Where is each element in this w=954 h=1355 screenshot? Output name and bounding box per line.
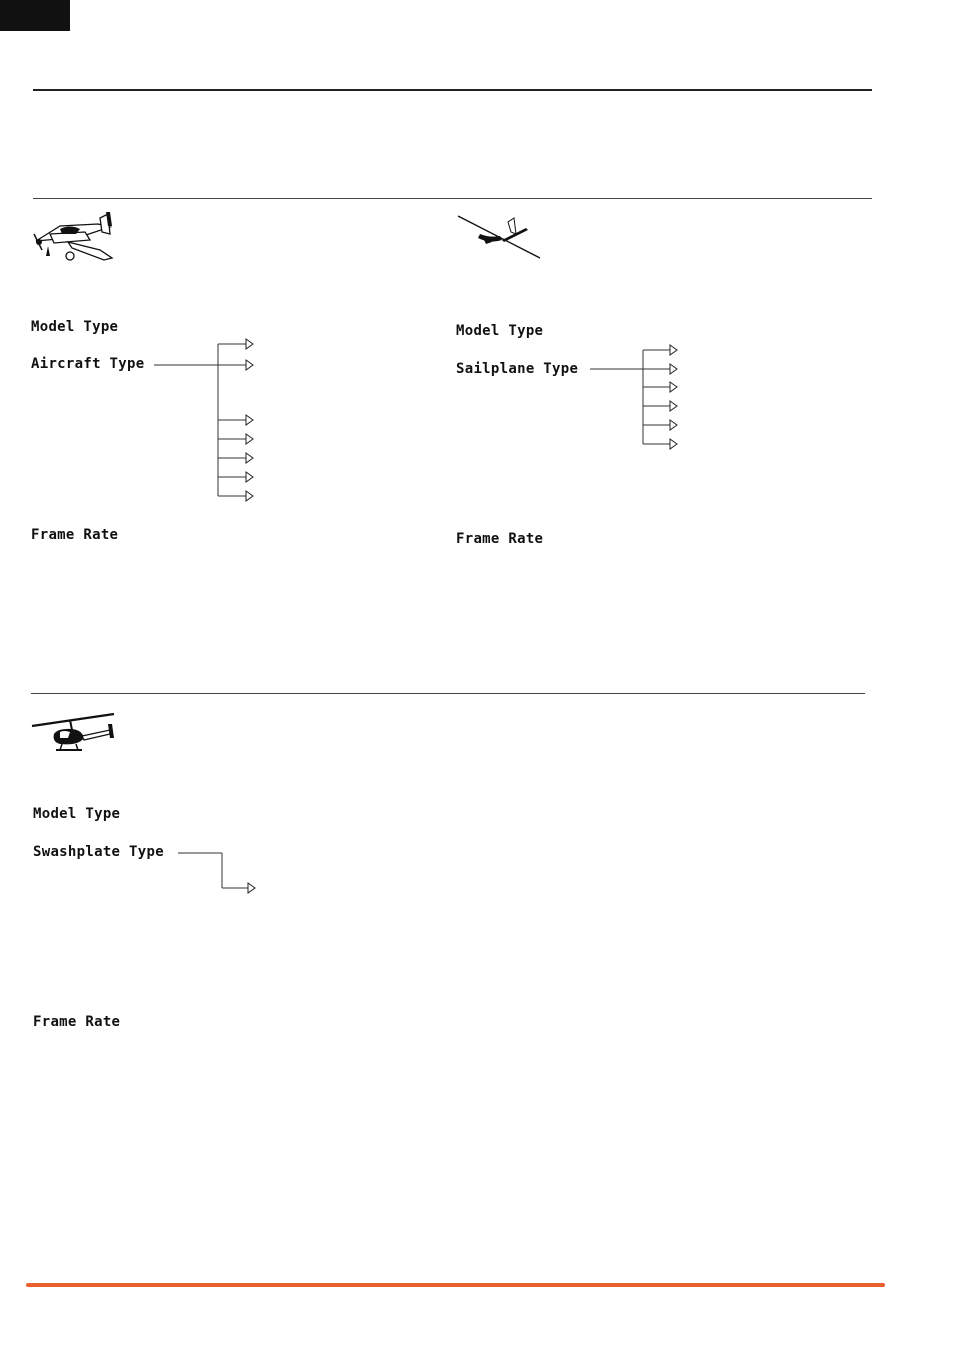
sailplane-type-label: Sailplane Type [456, 361, 579, 377]
helicopter-frame-rate-label: Frame Rate [33, 1014, 121, 1030]
aircraft-type-label: Aircraft Type [31, 356, 145, 372]
airplane-model-type-label: Model Type [31, 319, 119, 335]
branch-arrow [248, 883, 255, 893]
footer-rule [26, 1283, 885, 1287]
sailplane-frame-rate-label: Frame Rate [456, 531, 544, 547]
helicopter-model-type-label: Model Type [33, 806, 121, 822]
airplane-frame-rate-label: Frame Rate [31, 527, 119, 543]
swashplate-type-label: Swashplate Type [33, 844, 164, 860]
sailplane-model-type-label: Model Type [456, 323, 544, 339]
